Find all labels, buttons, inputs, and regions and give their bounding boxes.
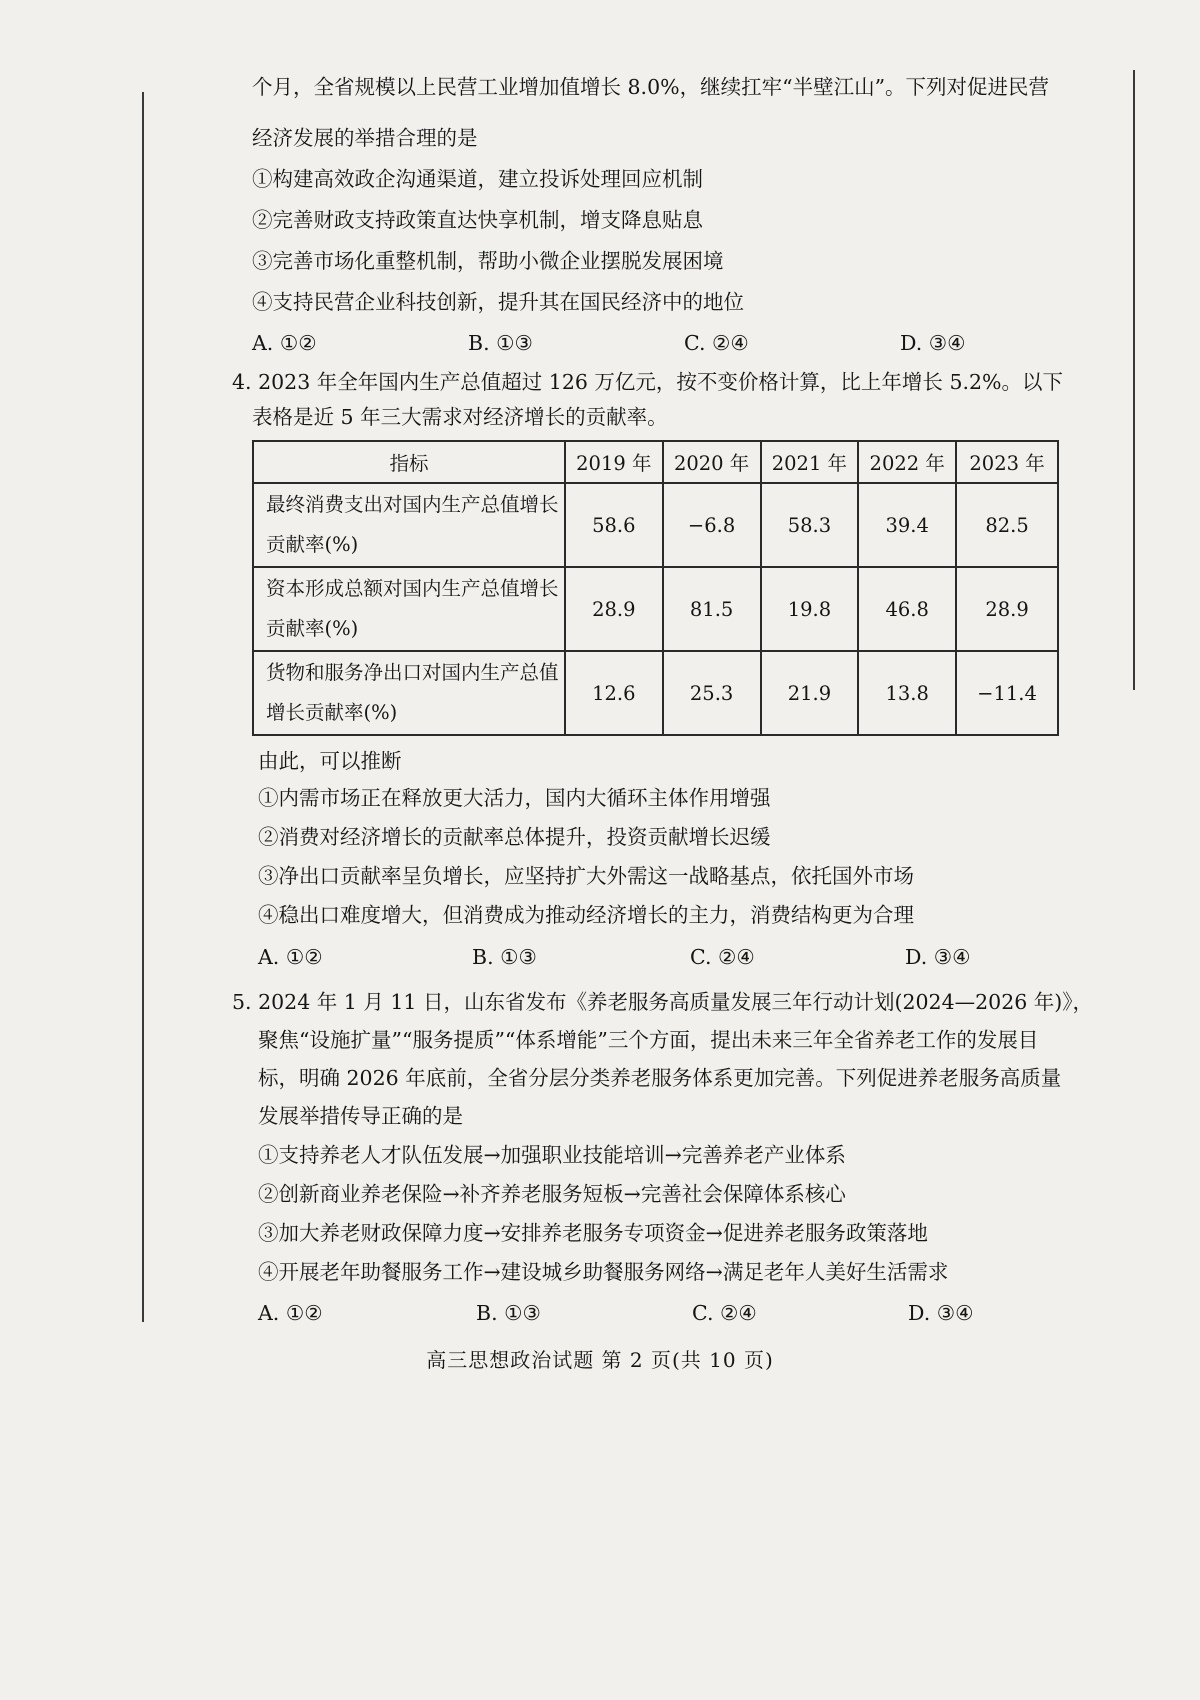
table-cell: 28.9 [565, 567, 663, 651]
table-cell: 19.8 [761, 567, 859, 651]
q3-option-d[interactable]: D. ③④ [900, 331, 966, 355]
q3-item-3: ③完善市场化重整机制，帮助小微企业摆脱发展困境 [252, 249, 724, 273]
table-header-2021: 2021 年 [761, 441, 859, 483]
q5-line-1: 5. 2024 年 1 月 11 日，山东省发布《养老服务高质量发展三年行动计划(2024—2026 年)》， [232, 990, 1094, 1014]
table-header-row [253, 441, 1058, 483]
table-header-2019: 2019 年 [565, 441, 663, 483]
table-row [253, 567, 1058, 651]
table-cell: 28.9 [956, 567, 1058, 651]
table-header-2020: 2020 年 [663, 441, 761, 483]
q5-option-c[interactable]: C. ②④ [692, 1301, 757, 1325]
q3-item-2: ②完善财政支持政策直达快享机制，增支降息贴息 [252, 208, 703, 232]
q5-item-4: ④开展老年助餐服务工作→建设城乡助餐服务网络→满足老年人美好生活需求 [258, 1260, 949, 1284]
table-row-indicator: 资本形成总额对国内生产总值增长贡献率(%) [253, 567, 565, 651]
contribution-table [252, 440, 1059, 736]
q4-option-b[interactable]: B. ①③ [472, 945, 537, 969]
q3-item-1: ①构建高效政企沟通渠道，建立投诉处理回应机制 [252, 167, 703, 191]
table-row-indicator: 最终消费支出对国内生产总值增长贡献率(%) [253, 483, 565, 567]
table-header-indicator: 指标 [253, 441, 565, 483]
q4-lead: 由此，可以推断 [258, 749, 402, 773]
table-cell: 12.6 [565, 651, 663, 735]
q3-option-c[interactable]: C. ②④ [684, 331, 749, 355]
q5-item-3: ③加大养老财政保障力度→安排养老服务专项资金→促进养老服务政策落地 [258, 1221, 928, 1245]
q5-item-2: ②创新商业养老保险→补齐养老服务短板→完善社会保障体系核心 [258, 1182, 846, 1206]
q4-line-1: 4. 2023 年全年国内生产总值超过 126 万亿元，按不变价格计算，比上年增长 5.2%。以下 [232, 370, 1064, 394]
table-cell: 39.4 [858, 483, 956, 567]
q3-option-a[interactable]: A. ①② [252, 331, 317, 355]
table-cell: 13.8 [858, 651, 956, 735]
q5-option-a[interactable]: A. ①② [258, 1301, 323, 1325]
q4-item-3: ③净出口贡献率呈负增长，应坚持扩大外需这一战略基点，依托国外市场 [258, 864, 914, 888]
q4-line-2: 表格是近 5 年三大需求对经济增长的贡献率。 [252, 405, 668, 429]
table-cell: 46.8 [858, 567, 956, 651]
q3-line-1: 个月，全省规模以上民营工业增加值增长 8.0%，继续扛牢“半壁江山”。下列对促进民营 [252, 75, 1050, 99]
table-cell: 58.3 [761, 483, 859, 567]
table-row [253, 651, 1058, 735]
q5-line-2: 聚焦“设施扩量”“服务提质”“体系增能”三个方面，提出未来三年全省养老工作的发展目 [258, 1028, 1039, 1052]
q3-option-b[interactable]: B. ①③ [468, 331, 533, 355]
table-cell: −11.4 [956, 651, 1058, 735]
q3-line-2: 经济发展的举措合理的是 [252, 126, 478, 150]
q4-item-4: ④稳出口难度增大，但消费成为推动经济增长的主力，消费结构更为合理 [258, 903, 914, 927]
q4-item-1: ①内需市场正在释放更大活力，国内大循环主体作用增强 [258, 786, 771, 810]
q4-option-a[interactable]: A. ①② [258, 945, 323, 969]
page-edge-right [1133, 70, 1135, 690]
table-cell: 25.3 [663, 651, 761, 735]
table-header-2023: 2023 年 [956, 441, 1058, 483]
table-cell: 81.5 [663, 567, 761, 651]
q5-line-3: 标，明确 2026 年底前，全省分层分类养老服务体系更加完善。下列促进养老服务高质量 [258, 1066, 1062, 1090]
table-header-2022: 2022 年 [858, 441, 956, 483]
table-row [253, 483, 1058, 567]
page-edge-left [142, 92, 144, 1322]
table-cell: −6.8 [663, 483, 761, 567]
table-cell: 58.6 [565, 483, 663, 567]
q4-item-2: ②消费对经济增长的贡献率总体提升，投资贡献增长迟缓 [258, 825, 771, 849]
q3-item-4: ④支持民营企业科技创新，提升其在国民经济中的地位 [252, 290, 744, 314]
page-footer: 高三思想政治试题 第 2 页(共 10 页) [426, 1348, 774, 1372]
q5-option-b[interactable]: B. ①③ [476, 1301, 541, 1325]
q5-line-4: 发展举措传导正确的是 [258, 1104, 463, 1128]
table-cell: 21.9 [761, 651, 859, 735]
q4-option-d[interactable]: D. ③④ [905, 945, 971, 969]
q5-option-d[interactable]: D. ③④ [908, 1301, 974, 1325]
table-cell: 82.5 [956, 483, 1058, 567]
table-row-indicator: 货物和服务净出口对国内生产总值增长贡献率(%) [253, 651, 565, 735]
q5-item-1: ①支持养老人才队伍发展→加强职业技能培训→完善养老产业体系 [258, 1143, 846, 1167]
q4-option-c[interactable]: C. ②④ [690, 945, 755, 969]
